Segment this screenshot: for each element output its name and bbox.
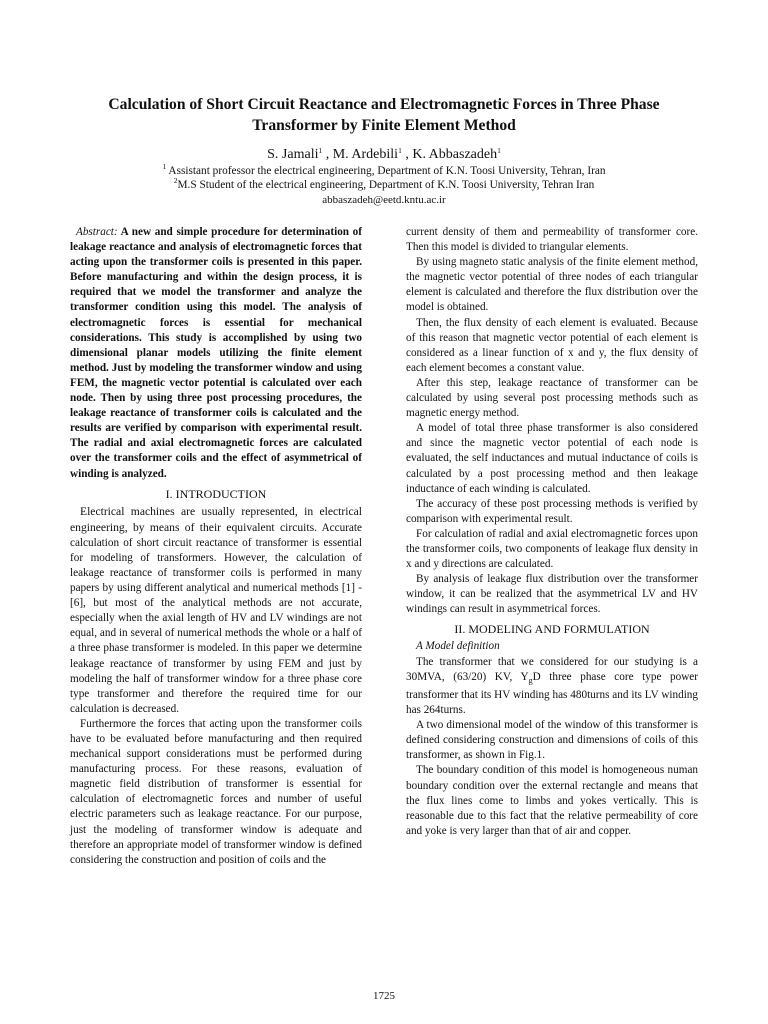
- affiliation-text: M.S Student of the electrical engineering, Department of K.N. Toosi University, Tehran Iran: [177, 179, 595, 191]
- right-column: [406, 225, 698, 839]
- intro-paragraph: [70, 504, 362, 717]
- author-name: S. Jamali: [267, 147, 319, 162]
- author-affiliation-marker: 1: [497, 146, 501, 155]
- abstract-text: A new and simple procedure for determination of leakage reactance and analysis of electromagnetic forces that acting upon the transformer coils is presented in this paper. Before manufacturing and within the design process, it is required that we model the transformer and analyze the transformer condition using this model. The analysis of electromagnetic forces is essential for mechanical considerations. This study is accomplished by using two dimensional planar models utilizing the finite element method. Just by modeling the transformer window and using FEM, the magnetic vector potential is calculated over each node. Then by using three post processing procedures, the leakage reactance of transformer coils is calculated and the results are verified by comparison with experimental result. The radial and axial electromagnetic forces are calculated over the transformer coils and the effect of asymmetrical of winding is analyzed.: [70, 226, 362, 480]
- affiliation-marker: 1: [162, 162, 167, 171]
- body-text: The transformer that we considered for our studying is a 30MVA, (63/20) KV, Y: [406, 655, 698, 683]
- author-name: K. Abbaszadeh: [412, 147, 498, 162]
- author-list: [0, 146, 768, 164]
- body-paragraph: After this step, leakage reactance of transformer can be calculated by using several post processing methods such as magnetic energy method.: [406, 376, 698, 420]
- intro-paragraph-text: Accurate calculation of short circuit reactance of transformer is essential for modeling of transformers. However, the calculation of leakage reactance of transformer coils is performed in many papers by using different analytical and numerical methods [1] - [6], but most of the analytical methods are not accurate, especially when the axial length of HV and LV windings are not equal, and in several of numerical methods the whole or a half of a three phase transformer is modeled. In this paper we determine leakage reactance of transformer by using FEM and just by modeling the half of transformer window for a three phase core type transformer and therefore the required time for our calculation is decreased.: [70, 521, 362, 715]
- author-separator: ,: [401, 147, 413, 162]
- body-paragraph: A two dimensional model of the window of this transformer is defined considering construction and dimensions of coils of this transformer, as shown in Fig.1.: [406, 719, 698, 762]
- author-name: M. Ardebili: [332, 147, 399, 162]
- body-paragraph: current density of them and permeability of transformer core. Then this model is divided to triangular elements.: [406, 226, 698, 254]
- author-affiliation-marker: 1: [398, 146, 402, 155]
- section-heading-modeling: II. MODELING AND FORMULATION: [454, 622, 650, 637]
- author-affiliation-marker: 1: [318, 146, 323, 155]
- affiliation-marker: 2: [173, 176, 178, 185]
- affiliation-text: Assistant professor the electrical engineering, Department of K.N. Toosi University, Tehran, Iran: [166, 165, 606, 177]
- body-paragraph: By analysis of leakage flux distribution over the transformer window, it can be realized that the asymmetrical LV and HV windings can result in asymmetrical forces.: [406, 573, 698, 616]
- body-paragraph: For calculation of radial and axial electromagnetic forces upon the transformer coils, two components of leakage flux density in x and y directions are calculated.: [406, 527, 698, 571]
- body-text: D three phase core type power transformer that its HV winding has 480turns and its LV winding has 264turns.: [406, 670, 698, 717]
- contact-email: abbaszadeh@eetd.kntu.ac.ir: [322, 194, 446, 206]
- paper-title: Calculation of Short Circuit Reactance and Electromagnetic Forces in Three Phase Transformer by Finite Element Method: [108, 96, 660, 134]
- affiliation-2: [0, 178, 768, 192]
- abstract: [70, 225, 362, 482]
- page-number: 1725: [373, 990, 395, 1002]
- intro-paragraph: Furthermore the forces that acting upon the transformer coils have to be evaluated before manufacturing and then required mechanical support considerations must be performed during manufacturing process. For these reasons, evaluation of magnetic field distribution of transformer is essential for calculation of electromagnetic forces and number of useful electric parameters such as leakage reactance. For our purpose, just the modeling of transformer window is adequate and therefore an appropriate model of transformer window is defined considering the construction and position of coils and the: [70, 717, 362, 866]
- author-separator: ,: [322, 147, 333, 162]
- intro-first-sentence: Electrical machines are usually represented, in electrical engineering, by means of their equivalent circuits.: [70, 504, 362, 534]
- body-paragraph: The boundary condition of this model is homogeneous numan boundary condition over the external rectangle and means that the flux lines come to limbs and yokes vertically. This is reasonable due to this fact that the relative permeability of core and yoke is very larger than that of air and copper.: [406, 764, 698, 837]
- left-column: [70, 225, 362, 868]
- abstract-label: Abstract:: [76, 226, 118, 238]
- body-paragraph: [406, 655, 698, 719]
- body-paragraph: The accuracy of these post processing methods is verified by comparison with experimental result.: [406, 497, 698, 525]
- body-paragraph: Then, the flux density of each element is evaluated. Because of this reason that magnetic vector potential of each element is considered as a linear function of x and y, the flux density of each element becomes a constant value.: [406, 316, 698, 374]
- affiliation-1: [0, 164, 768, 178]
- body-paragraph: By using magneto static analysis of the finite element method, the magnetic vector potential of three nodes of each triangular element is calculated and therefore the flux distribution over the model is obtained.: [406, 256, 698, 314]
- section-heading-introduction: I. INTRODUCTION: [165, 486, 267, 501]
- body-paragraph: A model of total three phase transformer is also considered and since the magnetic vector potential of each node is evaluated, the self inductances and mutual inductance of coils is calculated by a post processing method and then leakage inductance of each winding is calculated.: [406, 422, 698, 495]
- subsection-heading: A Model definition: [416, 640, 500, 653]
- subscript: g: [528, 675, 533, 685]
